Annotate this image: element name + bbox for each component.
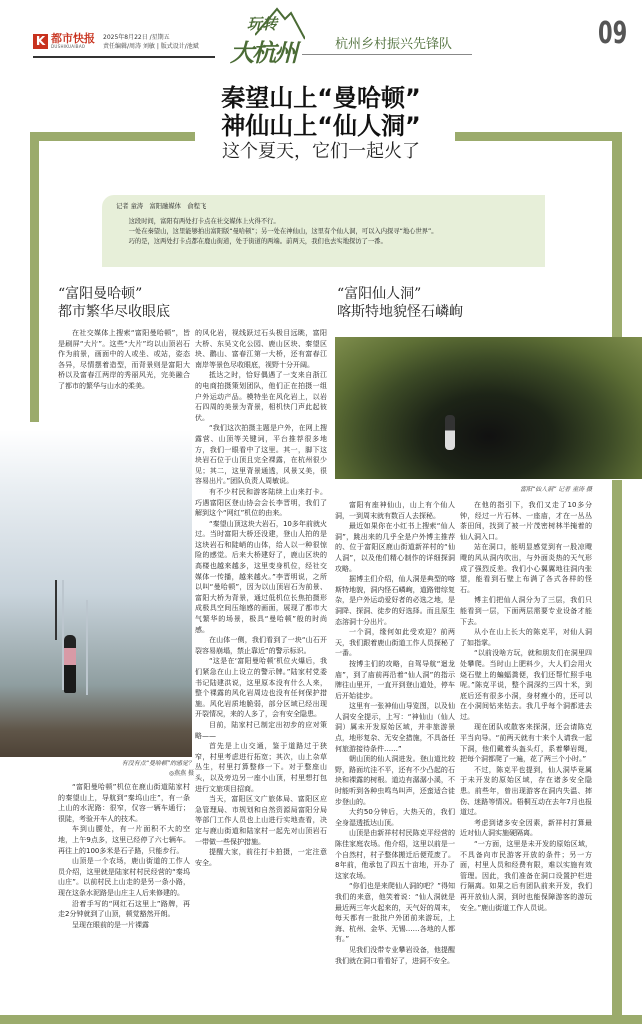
right-heading-line-2: 喀斯特地貌怪石嶙峋	[337, 304, 463, 320]
dateline	[103, 33, 199, 51]
right-col4	[460, 500, 592, 913]
paragraph: 抵达之时，恰好偶遇了一支来自浙江的电商拍摄策划团队，他们正在拍摄一组户外运动产品。模特坐在风化岩上，以岩石四周的美景为背景，相机快门声此起彼伏。	[195, 371, 327, 422]
logo-name: 都市快报	[51, 32, 95, 45]
paragraph: 考虑到诸多安全因素，新祥村打算最近对仙人洞实施硬隔离。	[460, 818, 592, 838]
paragraph: “秦望山顶这块大岩石，10多年前就火过。当时富阳大桥还没建，登山人拍的是这块岩石和陡峭的山体，给人以一种很惊险的感觉。后来大桥建好了，鹿山区块的高楼也越来越多，这里变身机位，经社交媒体一传播，越来越火。”李晋明说，之所以叫“曼哈顿”，因为以山顶岩石为前景、富阳大桥为背景，通过低机位长焦拍摄形成极具空间压缩感的画面，展现了都市大气繁华的场景，极具“曼哈顿”般的时尚感。	[195, 519, 327, 634]
paragraph: 在社交媒体上搜索“富阳曼哈顿”，皆是刷屏“大片”。这些“大片”均以山顶岩石作为前景，画面中的人或坐、或站，姿态各异，尽情摆着造型，而背景则是富阳大桥以及富春江两岸的秀丽风光，完美融合了都市的繁华与山水的柔美。	[58, 329, 190, 390]
paragraph: 山顶是一个农场，鹿山街道的工作人员介绍，这里就是陆家村村民经营的“秦坞山庄”。以前村民上山走的是另一条小路，现在这条水泥路是山庄主人后来修建的。	[58, 857, 190, 897]
page-number: 09	[598, 16, 628, 51]
intro-box	[102, 195, 545, 267]
paragraph: 据博主们介绍，仙人洞是典型的喀斯特地貌，洞内怪石嶙峋，道路错综复杂，是户外运动爱好者的必选之地，是洞降、探洞、徒步的好选择。而且原生态溶洞十分出片。	[335, 575, 455, 626]
left-col1-top	[58, 328, 190, 392]
frame-right-bottom	[612, 480, 622, 1020]
paragraph: “富阳曼哈顿”机位在鹿山街道陆家村的秦望山上，导航到“秦坞山庄”，有一条上山的水泥路：很窄，仅容一辆车通行；很陡，考验开车人的技术。	[58, 783, 190, 823]
frame-bottom	[0, 1015, 642, 1024]
paragraph: 大约50分钟后，大热天的，我们全身湿透抵达山顶。	[335, 808, 455, 827]
headline-line-1: 秦望山上“曼哈顿”	[221, 84, 421, 112]
header-rule-left	[33, 56, 215, 58]
issue-date: 2025年8月22日 /星期五	[103, 34, 170, 41]
paragraph: 一个洞，缘何如此受欢迎？前两天，我们跟着鹿山街道工作人员探秘了一番。	[335, 628, 455, 658]
paragraph: 最近如果你在小红书上搜索“仙人洞”，跳出来的几乎全是户外博主推荐的、位于富阳区鹿山街道新祥村的“仙人洞”，以及他们精心制作的详细探洞攻略。	[335, 522, 455, 573]
paragraph: 首先是上山交通，鉴于道路过于狭窄，村里考虑进行拓宽；其次，山上杂草丛生，村里打算整修一下。对于整座山头，以及旁边另一座小山顶，村里想打包进行文旅项目招商。	[195, 742, 327, 793]
column-brand-logo	[225, 5, 305, 75]
left-col2	[195, 328, 327, 868]
headline-line-2: 神仙山上“仙人洞”	[221, 112, 421, 140]
paragraph: “以前没啥方玩，就和朋友们在洞里四处攀爬。当时山上肥料少，大人们会用火烧石壁上的蝙蝠粪便，我们还帮忙照手电呢。”陈克平说，整个洞深约三四十米，到底后还有很多小洞，身材瘦小的，还可以在小洞间钻来钻去。我几乎每个洞都进去过。	[460, 649, 592, 721]
byline: 记者 童涛 富阳融媒体 俞程飞	[116, 203, 207, 210]
paragraph: 当天，富阳区文广旅体局、富阳区应急管理局、市规划和自然资源局富阳分局等部门工作人员也上山进行实地查看，决定与鹿山街道和陆家村一起先对山顶岩石一带做一些保护措施。	[195, 795, 327, 846]
photo-manhattan-viewpoint	[0, 430, 192, 757]
header-rule-right	[302, 54, 472, 55]
brand-top: 玩转	[247, 15, 278, 33]
right-section-heading	[337, 285, 463, 321]
paragraph: 的风化岩，视线跃过石头极目远眺，富阳大桥、东吴文化公园、鹿山区块、秦望区块、鹳山、富春江第一大桥，还有富春江南岸等景色尽收眼底，视野十分开阔。	[195, 329, 327, 369]
selfie-stick	[55, 580, 57, 640]
paragraph: 博主们把仙人洞分为了三层，我们只能看到一层，下面两层需要专业设备才能下去。	[460, 596, 592, 626]
editors-credit: 责任编辑/周涛 刘敏 | 版式设计/池斌	[103, 43, 199, 50]
paragraph: 沿着手写的“网红石这里上”路牌，再走2分钟就到了山顶，顿觉豁然开朗。	[58, 899, 190, 919]
bridge-pylon	[86, 600, 88, 695]
section-slogan: 杭州乡村振兴先锋队	[335, 37, 453, 52]
left-heading-line-2: 都市繁华尽收眼底	[58, 304, 170, 320]
paragraph: “一方面，这里是未开发的原始区域，不具备向市民游客开放的条件；另一方面，村里人员和经费有限，难以实施有效管理。因此，我们准备在洞口设置护栏进行隔离。如果之后有团队前来开发，我们再开放仙人洞，到时也能保障游客的游玩安全。”鹿山街道工作人员说。	[460, 840, 592, 912]
left-col1-bottom	[58, 782, 190, 930]
paragraph: 提醒大家，前往打卡拍摄，一定注意安全。	[195, 848, 327, 867]
headline-subtitle: 这个夏天，它们一起火了	[222, 141, 420, 162]
frame-left	[30, 132, 39, 422]
left-photo-caption	[62, 759, 194, 779]
intro-paragraph: 这段时间，富阳有两处打卡点在社交媒体上火得不行。	[128, 218, 280, 225]
paragraph: 富阳有座神仙山，山上有个仙人洞，一到周末就有数百人去探秘。	[335, 501, 455, 520]
left-heading-line-1: “富阳曼哈顿”	[58, 286, 143, 302]
paragraph: 按博主们的攻略，自驾导航“迴龙庙”，到了庙前再沿着“仙人洞”的指示牌往山里开，一直开到登山道处，停车后开始徒步。	[335, 659, 455, 700]
paragraph: 在山体一侧，我们看到了一块“山石开裂容易崩塌，禁止靠近”的警示标识。	[195, 636, 327, 655]
paragraph: 不过，陈克平也提到，仙人洞毕竟属于未开发的原始区域，存在诸多安全隐患。前些年，曾出现游客在洞内失温、摔伤、迷路等情况。梧桐互动在去年7月也报道过。	[460, 765, 592, 817]
right-col3	[335, 500, 455, 966]
paragraph: 山顶是由新祥村村民陈克平经营的陈佳家庭农场。他介绍，这里以前是一个自然村，村子整体搬迁后便荒废了。8年前，他承包了四五十亩地，开办了这家农场。	[335, 829, 455, 880]
paragraph: 有不少村民和游客陆续上山来打卡。巧遇富阳区登山协会会长李晋明，我们了解到这个“网红”机位的由来。	[195, 487, 327, 518]
paragraph: 目前，陆家村已制定出初步的应对策略——	[195, 720, 327, 740]
paragraph: 在他的指引下，我们又走了10多分钟，经过一片石林、一座庙，才在一丛丛茶田间，找到了被一片茂密树林半掩着的仙人洞入口。	[460, 501, 592, 541]
photo-credit: ◎燕燕 摄	[168, 770, 194, 777]
intro-paragraph: 一处在秦望山，这里能够拍出富阳版“曼哈顿”；另一处在神仙山，这里有个仙人洞，可以入内探寻“地心世界”。	[128, 228, 438, 235]
paragraph: 这里有一张神仙山导览图，以及仙人洞安全提示，上写：“神仙山（仙人洞）属未开发原始区域，并非旅游景点，地形复杂、无安全措施，不具备任何旅游接待条件……”	[335, 702, 455, 753]
paragraph: “你们也是来爬仙人洞的吧？”得知我们的来意，他笑着说：“仙人洞就是最近两三年火起来的，天气好的周末，每天都有一批批户外团前来游玩，上海、杭州、金华、无锡……各地的人都有。”	[335, 882, 455, 944]
brand-main: 大杭州	[230, 39, 296, 67]
paragraph: 从小在山上长大的陈克平，对仙人洞了如指掌。	[460, 628, 592, 647]
paragraph: 朝山顶的仙人洞进发。登山道比较野，路面坑洼不平，还有不少凸起的石块和裸露的树根。道边有潺潺小溪，不时能听到各种虫鸣鸟叫声，还蛮适合徒步登山的。	[335, 755, 455, 806]
logo-pinyin: DUSHIKUAIBAO	[51, 44, 86, 49]
headline	[0, 84, 642, 164]
left-section-heading	[58, 285, 170, 321]
right-photo-caption: 富阳“仙人洞” 记者 童涛 摄	[520, 486, 592, 493]
person-figure	[445, 415, 455, 450]
paragraph: “我们这次拍摄主题是户外，在网上搜露营、山顶等关键词，平台推荐很多地方，我们一眼看中了这里。其一，脚下这块岩石位于山顶且完全裸露，在杭州很少见；其二，这里背景通透，风景又美，很容易出片。”团队负责人周敏说。	[195, 424, 327, 486]
paragraph: 站在洞口，能明显感觉到有一股凉飕飕的风从洞内吹出，与外面炎热的天气形成了强烈反差。我们小心翼翼地往洞内张望，能看到石壁上布满了各式各样的怪石。	[460, 543, 592, 594]
right-heading-line-1: “富阳仙人洞”	[337, 286, 422, 302]
paragraph: 呈现在眼前的是一片裸露	[72, 920, 149, 929]
photo-fairy-cave	[335, 337, 642, 479]
paragraph: 车到山腰处，有一片面积不大的空地，上午9点多，这里已经停了六七辆车。再往上的100多米是石子路，只能步行。	[58, 825, 190, 855]
intro-paragraph: 巧的是，这两处打卡点都在鹿山街道，处于街道的两端。前两天，我们也去实地探访了一番。	[128, 238, 387, 245]
person-figure	[64, 635, 76, 693]
newspaper-logo	[33, 33, 95, 49]
paragraph: “这是在‘富阳曼哈顿’机位火爆后，我们紧急在山上设立的警示牌。”陆家村党委书记陆建洪说，这里原本没有什么人来，整个裸露的风化岩周边也没有任何保护措施。风化岩质地脆弱，部分区域已经出现开裂情况，来的人多了，会有安全隐患。	[195, 657, 327, 719]
paragraph: 见我们没带专业攀岩设备，他提醒我们就在洞口看看好了，进洞不安全。	[335, 945, 455, 965]
paragraph: 现在团队或散客来探洞，还会请陈克平当向导。“前两天就有十来个人请我一起下洞，他们戴着头盔头灯，系着攀岩绳，把每个洞都爬了一遍，花了两三个小时。”	[460, 723, 592, 764]
caption-text: 有没有点“曼哈顿”的感觉？	[121, 760, 194, 767]
logo-mark: K	[33, 34, 48, 49]
